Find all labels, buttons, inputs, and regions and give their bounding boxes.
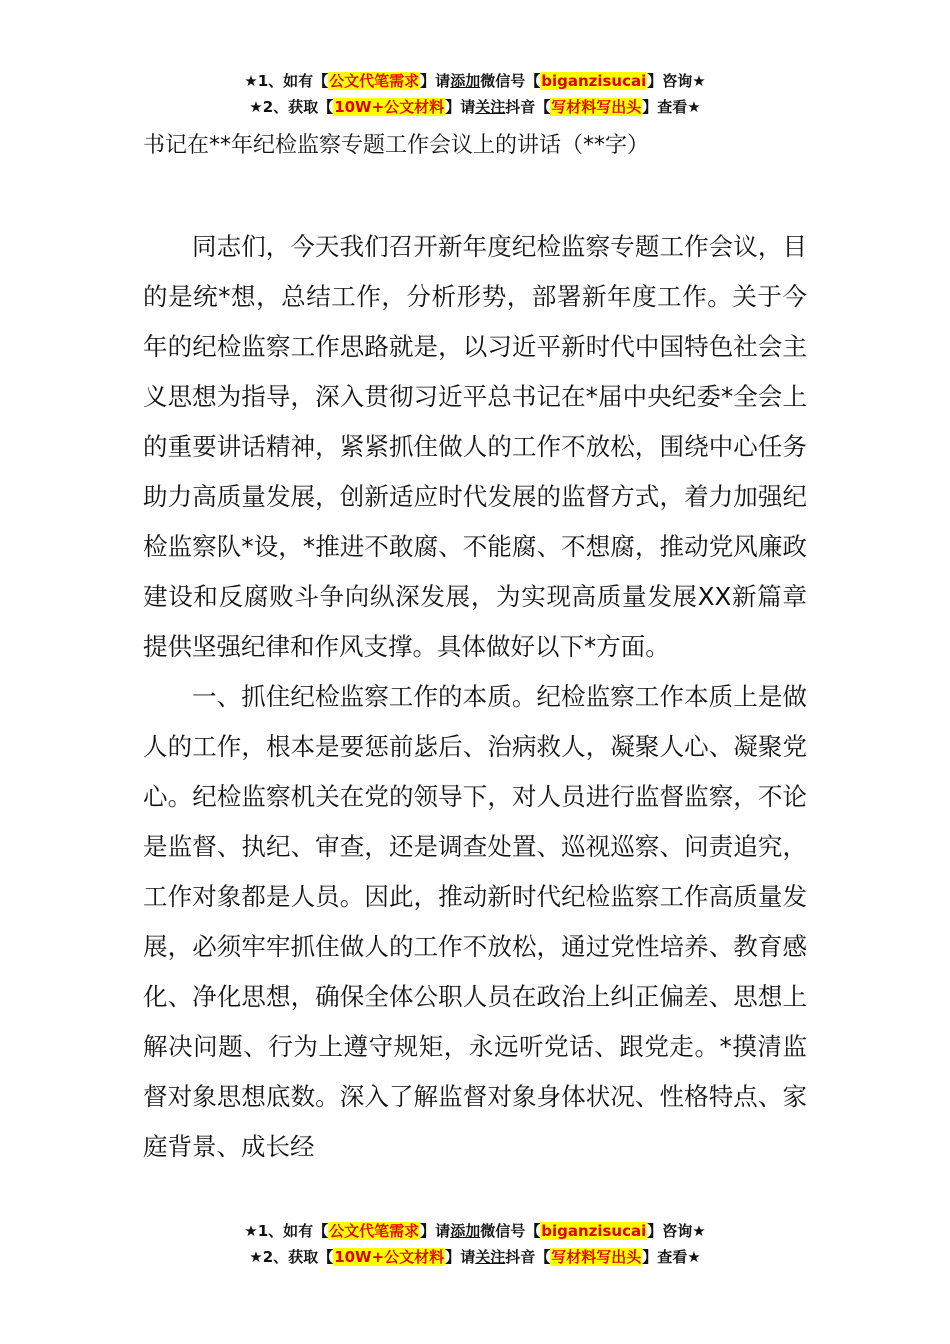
banner-highlight: 写材料写出头 xyxy=(551,98,642,116)
banner-highlight: 公文代笔需求 xyxy=(329,72,420,90)
banner-line-2 xyxy=(0,94,950,120)
banner-emphasis: 关注 xyxy=(475,98,506,116)
banner-text: ★1、如有【 xyxy=(244,1222,329,1240)
header-banner xyxy=(0,68,950,120)
paragraph: 同志们，今天我们召开新年度纪检监察专题工作会议，目的是统*想，总结工作，分析形势，部署新年度工作。关于今年的纪检监察工作思路就是，以习近平新时代中国特色社会主义思想为指导，深入贯彻习近平总书记在*届中央纪委*全会上的重要讲话精神，紧紧抓住做人的工作不放松，围绕中心任务助力高质量发展，创新适应时代发展的监督方式，着力加强纪检监察队*设，*推进不敢腐、不能腐、不想腐，推动党风廉政建设和反腐败斗争向纵深发展，为实现高质量发展XX新篇章提供坚强纪律和作风支撑。具体做好以下*方面。 xyxy=(143,232,807,661)
banner-highlight: biganzisucai xyxy=(541,72,647,90)
banner-text: 微信号【 xyxy=(480,72,541,90)
banner-text: 】查看★ xyxy=(642,98,701,116)
banner-emphasis: 添加 xyxy=(450,1222,481,1240)
banner-text: 微信号【 xyxy=(480,1222,541,1240)
banner-line-1 xyxy=(0,1218,950,1244)
banner-highlight: biganzisucai xyxy=(541,1222,647,1240)
banner-highlight: 10W+公文材料 xyxy=(334,1248,445,1266)
banner-text: ★1、如有【 xyxy=(244,72,329,90)
banner-text: ★2、获取【 xyxy=(249,1248,334,1266)
banner-line-2 xyxy=(0,1244,950,1270)
banner-text: 】请 xyxy=(445,98,476,116)
banner-line-1 xyxy=(0,68,950,94)
banner-highlight: 公文代笔需求 xyxy=(329,1222,420,1240)
banner-text: 】咨询★ xyxy=(647,72,706,90)
banner-highlight: 10W+公文材料 xyxy=(334,98,445,116)
banner-text: 】请 xyxy=(445,1248,476,1266)
banner-highlight: 写材料写出头 xyxy=(551,1248,642,1266)
banner-text: 】请 xyxy=(420,1222,451,1240)
banner-emphasis: 关注 xyxy=(475,1248,506,1266)
paragraph: 一、抓住纪检监察工作的本质。纪检监察工作本质上是做人的工作，根本是要惩前毖后、治病救人，凝聚人心、凝聚党心。纪检监察机关在党的领导下，对人员进行监督监察，不论是监督、执纪、审查，还是调查处置、巡视巡察、问责追究，工作对象都是人员。因此，推动新时代纪检监察工作高质量发展，必须牢牢抓住做人的工作不放松，通过党性培养、教育感化、净化思想，确保全体公职人员在政治上纠正偏差、思想上解决问题、行为上遵守规矩，永远听党话、跟党走。*摸清监督对象思想底数。深入了解监督对象身体状况、性格特点、家庭背景、成长经 xyxy=(143,682,807,1161)
document-title: 书记在**年纪检监察专题工作会议上的讲话（**字） xyxy=(143,133,650,158)
banner-text: 抖音【 xyxy=(505,98,551,116)
banner-text: ★2、获取【 xyxy=(249,98,334,116)
banner-text: 抖音【 xyxy=(505,1248,551,1266)
banner-text: 】请 xyxy=(420,72,451,90)
banner-emphasis: 添加 xyxy=(450,72,481,90)
footer-banner xyxy=(0,1218,950,1270)
document-body xyxy=(143,222,807,1172)
banner-text: 】查看★ xyxy=(642,1248,701,1266)
banner-text: 】咨询★ xyxy=(647,1222,706,1240)
